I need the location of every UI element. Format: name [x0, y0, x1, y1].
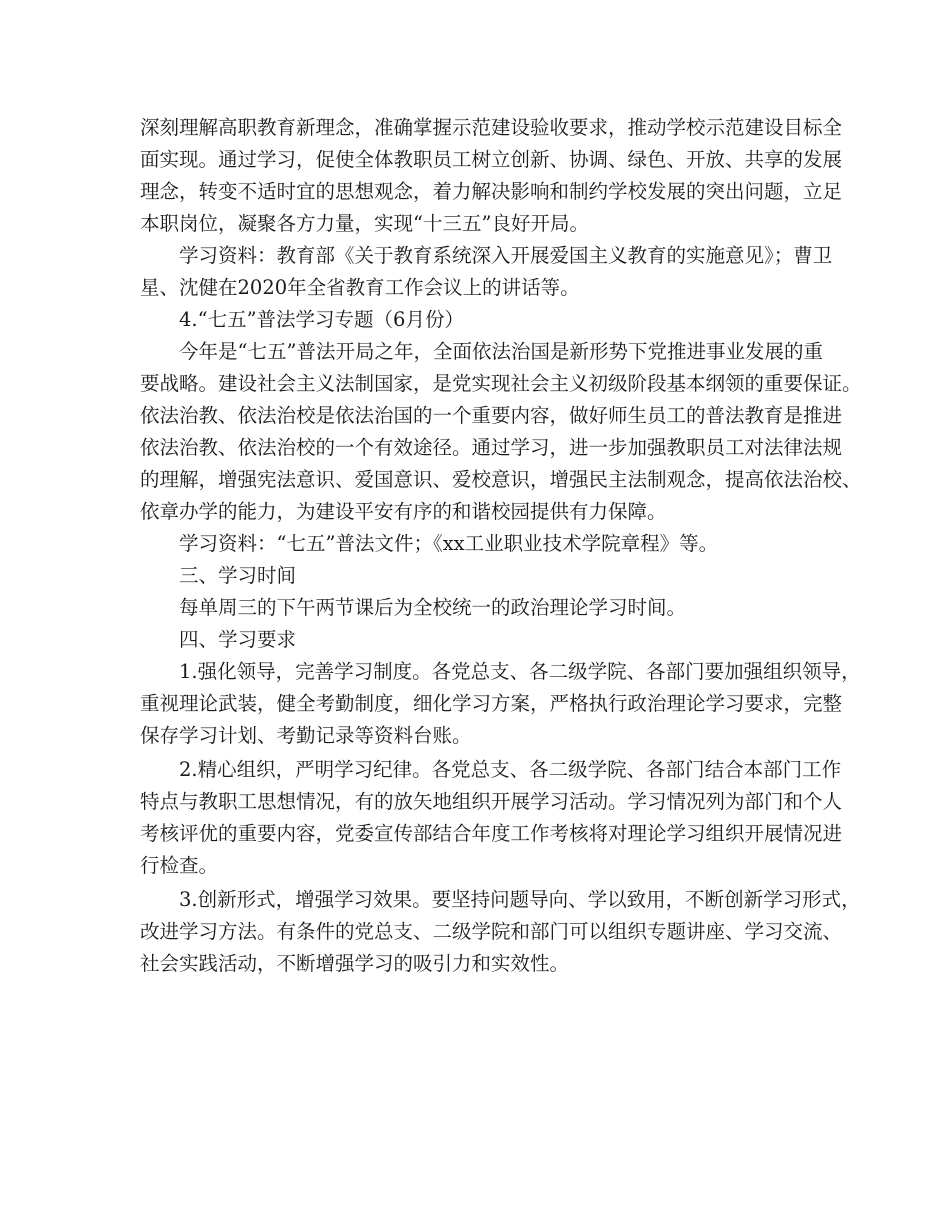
- text-line: 学习资料：“七五”普法文件；《xx工业职业技术学院章程》等。: [179, 532, 719, 555]
- paragraph-requirement-1: [140, 656, 861, 752]
- text-line: 重视理论武装，健全考勤制度，细化学习方案，严格执行政治理论学习要求，完整: [140, 692, 843, 715]
- text-line: 星、沈健在2020年全省教育工作会议上的讲话等。: [140, 276, 580, 299]
- text-line: 依法治教、依法治校是依法治国的一个重要内容，做好师生员工的普法教育是推进: [140, 404, 843, 427]
- paragraph-study-time: [140, 592, 815, 624]
- text-line: 1.强化领导，完善学习制度。各党总支、各二级学院、各部门要加强组织领导，: [179, 660, 861, 683]
- text-line: 每单周三的下午两节课后为全校统一的政治理论学习时间。: [179, 596, 687, 619]
- text-line: 行检查。: [140, 854, 219, 877]
- text-line: 要战略。建设社会主义法制国家，是党实现社会主义初级阶段基本纲领的重要保证。: [140, 372, 862, 395]
- paragraph-study-materials-1: [140, 240, 833, 304]
- paragraph-requirement-2: [140, 754, 843, 882]
- text-line: 面实现。通过学习，促使全体教职员工树立创新、协调、绿色、开放、共享的发展: [140, 148, 843, 171]
- section-heading-study-requirements: [140, 624, 815, 656]
- text-line: 学习资料：教育部《关于教育系统深入开展爱国主义教育的实施意见》；曹卫: [179, 244, 833, 267]
- paragraph-study-materials-2: [140, 528, 815, 560]
- text-line: 深刻理解高职教育新理念，准确掌握示范建设验收要求，推动学校示范建设目标全: [140, 116, 843, 139]
- heading-text: 四、学习要求: [179, 628, 297, 651]
- paragraph-1: [140, 112, 843, 240]
- section-heading-4: [140, 304, 815, 336]
- text-line: 特点与教职工思想情况，有的放矢地组织开展学习活动。学习情况列为部门和个人: [140, 790, 843, 813]
- text-line: 依法治教、依法治校的一个有效途径。通过学习，进一步加强教职员工对法律法规: [140, 436, 843, 459]
- section-heading-study-time: [140, 560, 815, 592]
- text-line: 理念，转变不适时宜的思想观念，着力解决影响和制约学校发展的突出问题，立足: [140, 180, 843, 203]
- heading-text: 4.“七五”普法学习专题（6月份）: [179, 308, 464, 331]
- text-line: 改进学习方法。有条件的党总支、二级学院和部门可以组织专题讲座、学习交流、: [140, 920, 843, 943]
- document-body: [140, 112, 862, 980]
- text-line: 保存学习计划、考勤记录等资料台账。: [140, 724, 472, 747]
- text-line: 的理解，增强宪法意识、爱国意识、爱校意识，增强民主法制观念，提高依法治校、: [140, 468, 862, 491]
- paragraph-requirement-3: [140, 884, 861, 980]
- paragraph-law-education: [140, 336, 862, 528]
- text-line: 3.创新形式，增强学习效果。要坚持问题导向、学以致用，不断创新学习形式，: [179, 888, 861, 911]
- text-line: 社会实践活动，不断增强学习的吸引力和实效性。: [140, 952, 570, 975]
- heading-text: 三、学习时间: [179, 564, 297, 587]
- text-line: 本职岗位，凝聚各方力量，实现“十三五”良好开局。: [140, 212, 589, 235]
- text-line: 2.精心组织，严明学习纪律。各党总支、各二级学院、各部门结合本部门工作: [179, 758, 842, 781]
- text-line: 今年是“七五”普法开局之年，全面依法治国是新形势下党推进事业发展的重: [179, 340, 823, 363]
- text-line: 考核评优的重要内容，党委宣传部结合年度工作考核将对理论学习组织开展情况进: [140, 822, 843, 845]
- text-line: 依章办学的能力，为建设平安有序的和谐校园提供有力保障。: [140, 500, 667, 523]
